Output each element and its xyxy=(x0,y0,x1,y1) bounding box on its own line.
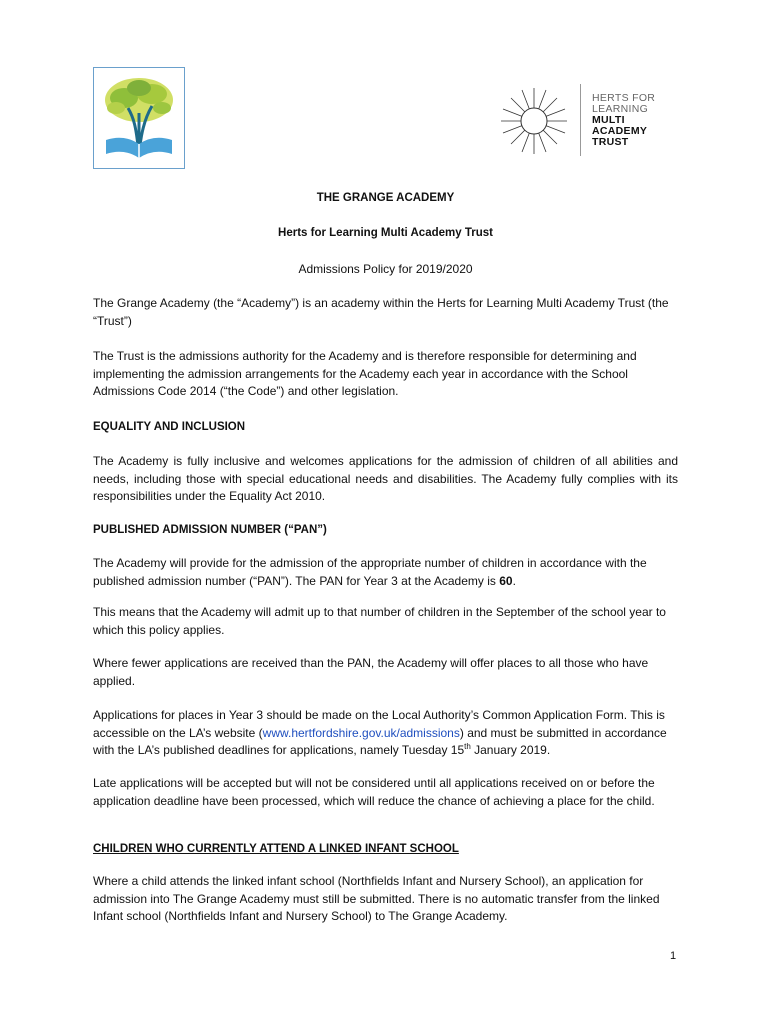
admissions-link[interactable]: www.hertfordshire.gov.uk/admissions xyxy=(262,725,460,740)
intro-paragraph-2: The Trust is the admissions authority for the Academy and is therefore responsible for determining and implementing the admission arrangements for the Academy each year in accordance with the School Admissions Code 2014 (“the Code”) and other legislation. xyxy=(93,349,637,398)
trust-logo-line: ACADEMY xyxy=(592,125,648,137)
equality-paragraph: The Academy is fully inclusive and welcomes applications for the admission of children of all abilities and needs, including those with special educational needs and disabilities. The Academy fully complies with its responsibilities under the Equality Act 2010. xyxy=(93,454,678,503)
trust-logo-line: TRUST xyxy=(592,136,629,148)
trust-logo-line: MULTI xyxy=(592,114,625,126)
pan-text: The Academy will provide for the admission of the appropriate number of children in accordance with the published admission number (“PAN”). The PAN for Year 3 at the Academy is xyxy=(93,556,647,588)
pan-paragraph-1 xyxy=(93,555,678,590)
applications-text: Applications for places in Year 3 should be made on the Local Authority’s Common Application Form. This is accessible on the LA’s website ( xyxy=(93,708,665,740)
pan-heading: PUBLISHED ADMISSION NUMBER (“PAN”) xyxy=(93,524,327,536)
pan-paragraph-3: Where fewer applications are received than the PAN, the Academy will offer places to all those who have applied. xyxy=(93,656,649,688)
page-number: 1 xyxy=(670,950,677,962)
applications-text-2: ) and must be submitted in accordance with the LA’s published deadlines for applications, namely Tuesday 15 xyxy=(93,725,667,757)
equality-heading: EQUALITY AND INCLUSION xyxy=(93,421,246,433)
pan-number: 60 xyxy=(499,573,513,588)
trust-logo-line: LEARNING xyxy=(592,103,649,115)
trust-logo-text xyxy=(592,93,655,148)
trust-name: Herts for Learning Multi Academy Trust xyxy=(278,227,493,239)
logo-divider xyxy=(580,84,581,156)
intro-paragraph-1: The Grange Academy (the “Academy”) is an academy within the Herts for Learning Multi Academy Trust (the “Trust”) xyxy=(93,296,669,328)
policy-title: Admissions Policy for 2019/2020 xyxy=(298,262,473,276)
trust-logo-line: HERTS FOR xyxy=(592,92,656,104)
sun-burst-icon xyxy=(498,84,570,158)
late-applications-paragraph: Late applications will be accepted but will not be considered until all applications received on or before the application deadline have been processed, which will reduce the chance of achieving a place for the child. xyxy=(93,776,655,808)
applications-paragraph xyxy=(93,707,678,760)
linked-school-heading: CHILDREN WHO CURRENTLY ATTEND A LINKED INFANT SCHOOL xyxy=(93,843,459,855)
date-superscript: th xyxy=(464,742,471,751)
pan-text-end: . xyxy=(512,573,516,588)
linked-school-paragraph: Where a child attends the linked infant school (Northfields Infant and Nursery School), an application for admission into The Grange Academy must still be submitted. There is no automatic transfer from the linked Infant school (Northfields Infant and Nursery School) to The Grange Academy. xyxy=(93,874,660,923)
tree-book-icon xyxy=(94,68,184,168)
document-title: THE GRANGE ACADEMY xyxy=(316,192,455,204)
applications-text-3: January 2019. xyxy=(470,743,551,757)
pan-paragraph-2: This means that the Academy will admit up to that number of children in the September of the school year to which this policy applies. xyxy=(93,605,666,637)
tree-book-logo xyxy=(93,67,185,169)
